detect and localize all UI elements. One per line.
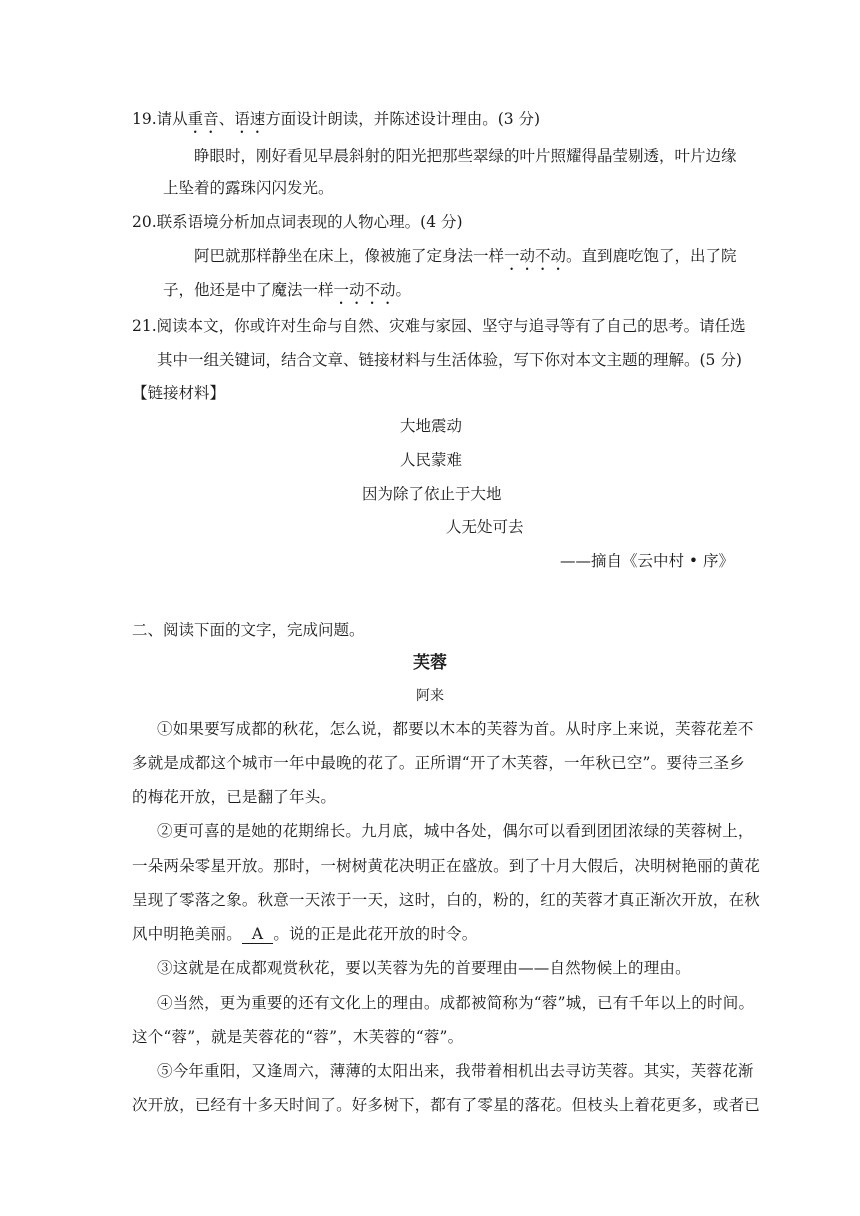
q19-text-b: 、 [218, 110, 235, 128]
q20-text-a2: 。直到鹿吃饱了，出了院 [566, 247, 737, 265]
q20-passage-line-2 [163, 280, 411, 308]
article-title: 芙蓉 [413, 653, 447, 673]
q19-text-a: 请从 [156, 110, 188, 128]
para-4-line-1: ④当然，更为重要的还有文化上的理由。成都被简称为“蓉”城，已有千年以上的时间。 [157, 994, 755, 1012]
para-2-text-b: 。说的正是此花开放的时令。 [273, 925, 478, 943]
poem-line-3: 因为除了依止于大地 [362, 485, 502, 503]
question-20-stem: 20.联系语境分析加点词表现的人物心理。(4 分) [132, 213, 463, 231]
para-5-line-1: ⑤今年重阳，又逢周六，薄薄的太阳出来，我带着相机出去寻访芙蓉。其实，芙蓉花渐 [157, 1062, 754, 1080]
emphasized-word-speed: 语速 [234, 110, 266, 128]
emphasized-word-motionless: 一动不动 [504, 247, 567, 265]
q19-passage-line-1: 睁眼时，刚好看见早晨斜射的阳光把那些翠绿的叶片照耀得晶莹剔透，叶片边缘 [194, 147, 737, 165]
q20-text-b2: 。 [395, 281, 412, 299]
fill-in-blank-a: A [242, 925, 273, 944]
article-author: 阿来 [416, 688, 444, 704]
para-1-line-1: ①如果要写成都的秋花，怎么说，都要以木本的芙蓉为首。从时序上来说，芙蓉花差不 [157, 720, 754, 738]
emphasized-word-motionless-2: 一动不动 [333, 281, 396, 299]
para-2-line-4 [132, 924, 477, 944]
q19-text-c: 方面设计朗读，并陈述设计理由。(3 分) [265, 110, 541, 128]
poem-source: ——摘自《云中村 • 序》 [560, 552, 734, 570]
para-1-line-3: 的梅花开放，已是翻了年头。 [132, 788, 337, 806]
poem-line-1: 大地震动 [400, 417, 463, 435]
para-2-line-2: 一朵两朵零星开放。那时，一树树黄花决明正在盛放。到了十月大假后，决明树艳丽的黄花 [132, 857, 761, 875]
emphasized-word-stress: 重音 [187, 110, 219, 128]
q20-passage-line-1 [194, 246, 737, 274]
para-1-line-2: 多就是成都这个城市一年中最晚的花了。正所谓“开了木芙蓉，一年秋已空”。要待三圣乡 [132, 754, 745, 772]
question-19-stem [132, 109, 540, 137]
para-3: ③这就是在成都观赏秋花，要以芙蓉为先的首要理由——自然物候上的理由。 [157, 959, 691, 977]
question-number: 19. [132, 110, 157, 128]
para-2-line-3: 呈现了零落之象。秋意一天浓于一天，这时，白的，粉的，红的芙蓉才真正渐次开放，在秋 [132, 891, 761, 909]
para-2-line-1: ②更可喜的是她的花期绵长。九月底，城中各处，偶尔可以看到团团浓绿的芙蓉树上， [157, 822, 754, 840]
q19-passage-line-2: 上坠着的露珠闪闪发光。 [163, 179, 334, 197]
question-21-line-1: 21.阅读本文，你或许对生命与自然、灾难与家园、坚守与追寻等有了自己的思考。请任选 [132, 317, 746, 335]
q20-text-b1: 子，他还是中了魔法一样 [163, 281, 334, 299]
poem-line-4: 人无处可去 [446, 518, 524, 536]
para-2-text-a: 风中明艳美丽。 [132, 925, 242, 943]
section-2-heading: 二、阅读下面的文字，完成问题。 [132, 621, 365, 639]
para-5-line-2: 次开放，已经有十多天时间了。好多树下，都有了零星的落花。但枝头上着花更多，或者已 [132, 1096, 761, 1114]
question-21-line-2: 其中一组关键词，结合文章、链接材料与生活体验，写下你对本文主题的理解。(5 分) [157, 351, 742, 369]
link-material-label: 【链接材料】 [132, 384, 226, 402]
para-4-line-2: 这个“蓉”，就是芙蓉花的“蓉”，木芙蓉的“蓉”。 [132, 1028, 464, 1046]
q20-text-a1: 阿巴就那样静坐在床上，像被施了定身法一样 [194, 247, 505, 265]
poem-line-2: 人民蒙难 [400, 451, 463, 469]
